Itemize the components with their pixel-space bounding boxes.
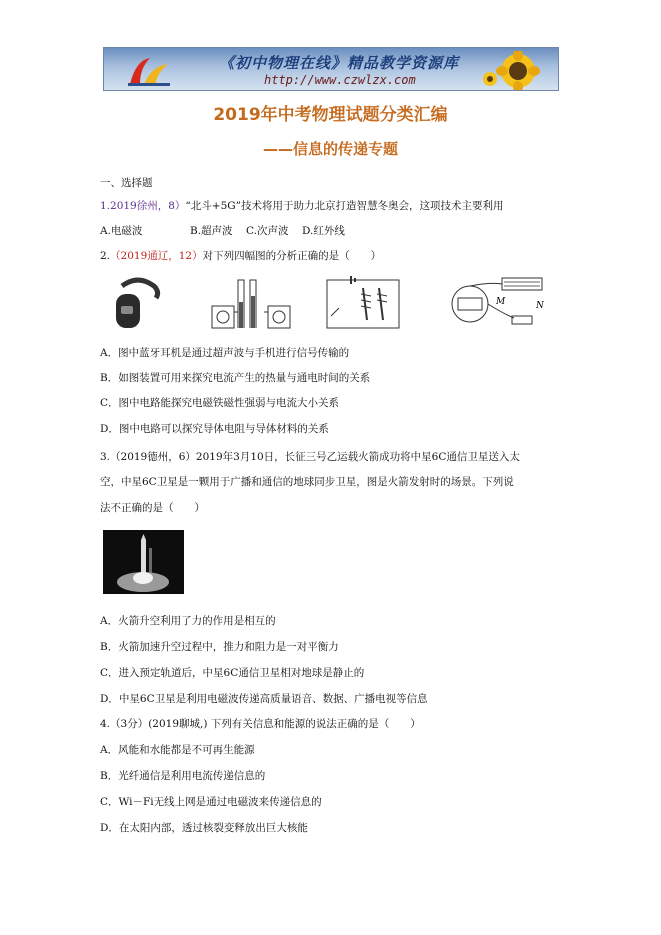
question-1-option-d: D.红外线 [302,225,345,237]
question-3-line-3: 法不正确的是（ ） [100,502,205,514]
electromagnet-circuit-figure [323,272,403,334]
question-1-source: 1.2019徐州，8） [100,200,186,212]
question-3-option-c: C．进入预定轨道后，中星6C通信卫星相对地球是静止的 [100,667,365,679]
question-1-option-b: B.超声波 [190,225,233,237]
question-1-text: “北斗+5G”技术将用于助力北京打造智慧冬奥会，这项技术主要利用 [185,200,504,212]
question-1-options [100,224,345,238]
banner-url: http://www.czwlzx.com [264,73,416,87]
question-2-option-a: A．图中蓝牙耳机是通过超声波与手机进行信号传输的 [100,347,350,359]
resistance-circuit-figure [440,272,548,334]
question-3-option-d: D．中星6C卫星是利用电磁波传递高质量语音、数据、广播电视等信息 [100,693,428,705]
banner-title: 《初中物理在线》精品教学资源库 [219,54,460,72]
question-3-option-b: B．火箭加速升空过程中，推力和阻力是一对平衡力 [100,641,339,653]
question-3-option-a: A．火箭升空利用了力的作用是相互的 [100,615,276,627]
question-2-text: 对下列四幅图的分析正确的是（ ） [202,250,382,262]
heat-experiment-figure [208,272,294,334]
question-1-option-a: A.电磁波 [100,225,143,237]
bluetooth-earphone-figure [108,272,170,334]
question-2-option-b: B．如图装置可用来探究电流产生的热量与通电时间的关系 [100,372,371,384]
site-logo-icon [126,54,172,88]
question-4-option-c: C．Wi－Fi无线上网是通过电磁波来传递信息的 [100,796,322,808]
rocket-launch-photo [103,530,184,594]
question-2-stem [100,249,381,263]
question-1-option-c: C.次声波 [246,225,289,237]
header-banner [103,47,559,91]
label-m: M [496,297,506,307]
question-4-option-a: A．风能和水能都是不可再生能源 [100,744,255,756]
question-1-stem [100,199,504,213]
question-3-line-2: 空，中星6C卫星是一颗用于广播和通信的地球同步卫星，图是火箭发射时的场景。下列说 [100,476,514,488]
question-4-stem: 4.（3分）(2019聊城,) 下列有关信息和能源的说法正确的是（ ） [100,718,421,730]
question-2-option-d: D．图中电路可以探究导体电阻与导体材料的关系 [100,423,329,435]
question-4-option-b: B．光纤通信是利用电流传递信息的 [100,770,266,782]
sunflower-icon [478,51,552,91]
label-n: N [536,301,544,311]
question-2-number: 2. [100,250,111,262]
question-2-source: （2019通辽，12） [110,250,203,262]
question-2-option-c: C．图中电路能探究电磁铁磁性强弱与电流大小关系 [100,397,340,409]
question-4-option-d: D．在太阳内部，透过核裂变释放出巨大核能 [100,822,308,834]
document-subtitle: ——信息的传递专题 [262,140,398,158]
section-heading: 一、选择题 [100,177,153,189]
question-3-line-1: 3.（2019德州，6）2019年3月10日，长征三号乙运载火箭成功将中星6C通信卫星送入太 [100,451,520,463]
document-title: 2019年中考物理试题分类汇编 [213,105,448,125]
